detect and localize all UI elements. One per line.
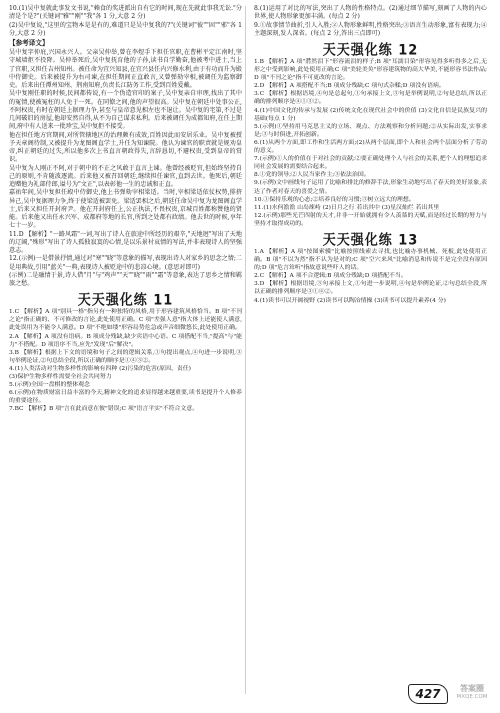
reference-translation-heading: 【参考译文】 (9, 39, 49, 47)
answers-11-12: 11.D 【解析】"一路风霜"一词,写出了诗人在旅途中所经历的艰辛,"天地迥"写出了天地的辽阔,"殊形"写出了诗人孤独寂寞的心情,是以乐景衬哀情的写法,并非表现诗人的坚强意志。 12.(示例)一是借景抒情,通过对"寒""晓"等意象的描写,表现出诗人对家乡的思念之情;二是用典故,引用"蓝关"一典,表现诗人被贬途中的悲凉心境。(意思对即可) (示例)二是融情于景,诗人借"月"与"鸡声""天""晓""雨""霜"等意象,表达了思乡之情和羁旅之愁。 (9, 230, 242, 287)
translation-paragraph-3: 他在担任地方官期间,对所管辖地区的治理颇有成效,百姓因此而安居乐业。吴中复被授予天章阁待制,又被提升为龙图阁直学士,升任为知谏院。他认为谏官的职责就是规劝皇帝,纠正朝廷的过失,所以他多次上书直言朝政得失,言辞恳切,不避权贵,受到皇帝的赏识。 (9, 131, 242, 164)
translation-paragraph-5: 嘉祐年间,吴中复担任殿中侍御史,他上书弹劾宰相梁适。当时,宰相梁适依仗权势,排挤异己,吴中复据理力争,终于使梁适被罢免。梁适罢相之后,朝廷任命吴中复为龙图阁直学士,后来又担任开封府尹。他在开封府任上,公正执法,不畏权贵,京城百姓都称赞他的贤能。后来他又出任永兴军、成都府等地的长官,所到之处都有政绩。他去世的时候,享年七十一岁。 (9, 189, 242, 230)
section-title-13: 天天强化练 13 (322, 232, 419, 249)
watermark-text: 答案圈 (460, 684, 484, 693)
answer-10: 10.(1)吴中复就此事发文书说,"赖食的奖进派出自有它的时间,现在先就此事我无讼."分清是个是?"(关键词"雅""刚""我"各 1 分,大意 2 分) (2)吴中复说,"这里的宝物本是是有的,难道只是吴中复我的?"(关键词"彼""固""邪"各 1 分,大意 2 分) (9, 5, 242, 37)
translation-paragraph-2: 吴中复刚任职的时候,民间都传说,有一个伪造官印的案子,吴中复亲自审理,找出了其中的冤情,使被冤枉的人免于一死。在同僚之间,他的声望很高。吴中复在朝廷中处事公正,不阿权贵,有时在朝廷上据理力争,甚至与皇帝意见相左也不退让。吴中复的宅第,不过是几间破旧的房屋,他却安然自得,从不为自己谋求私利。后来被调任为成都知府,在任上期间,府中有人送来一批珍宝,吴中复拒不接受。 (9, 90, 242, 131)
section-12-answers-10-12: 10.①保持乐观的心态;②培养良好的习惯;③树立远大的理想。 11.(1)水何澹澹 山岛竦峙 (2)日月之行 若出其中 (3)星汉灿烂 若出其里 12.(示例)那些光芒四射的天才,并非一开始就拥有令人羡慕的天赋,而是经过长期的努力与坚持才取得成功的。 (254, 196, 487, 227)
watermark-logo (448, 684, 496, 702)
watermark-url: MXQE.COM (456, 694, 488, 700)
section-title-12: 天天强化练 12 (322, 42, 419, 59)
section-12-answers-6-9: 6.(1)从两个方面,即工作和生活两方面;(2)从两个层面,即个人和社会两个层面分析了劳动的意义。 7.(示例)①人的价值在于对社会的贡献;②要正确处理个人与社会的关系,把个人的理想追求同社会发展的需要结合起来。 8.①党的领导;②人民当家作主;③依法治国。 9.(示例)文中画线句子运用了比喻和排比的修辞手法,形象生动地写出了春天的美好景象,表达了作者对春天的喜爱之情。 (254, 139, 487, 195)
column-divider (245, 6, 246, 694)
page-number: 427 (408, 684, 448, 704)
translation-paragraph-4: 吴中复为人刚正不阿,对于朝中的不正之风敢于直言上谏。他曾经被贬官,但始终坚持自己的原则,不肯随波逐流。后来他又被召回朝廷,继续担任谏官,直到去世。他死后,朝廷追赠他为礼部侍郎,谥号为"文正",以表彰他一生的忠诚和正直。 (9, 164, 242, 188)
section-12-answers-1-5: 1.B 【解析】A 项"潸然泪下"形容流泪的样子;B 项"耳濡目染"形容见得多听得多之后,无形之中受到影响,此处使用正确;C 项"美轮美奂"形容建筑物的高大华美,不能形容书法作品;D 项"不刊之论"指不可更改的言论。 2.D 【解析】A 项搭配不当;B 项成分残缺;C 项句式杂糅;D 项没有语病。 3.C 【解析】根据语境,④句是总起句,①句承接上文,③句是举例说明,②句是总结,所以正确的排列顺序是④①③②。 4.(1)中国文化的传承与发展 (2)传统文化在现代社会中的价值 (3)文化自信是民族复兴的基础(每点 1 分) 5.(示例)①坚持用马克思主义的立场、观点、方法观察和分析问题;②从实际出发,实事求是;③与时俱进,开拓创新。 (254, 59, 487, 138)
left-column (9, 5, 242, 413)
section-title-11: 天天强化练 11 (77, 292, 174, 309)
translation-paragraph-1: 吴中复字仲庇,兴国永兴人。父亲吴仲举,曾在李煜手下担任官职,在曹彬平定江南时,坚守城墙拒不投降。吴仲举死后,吴中复抚育他的子孙,读书自学勤奋,他被考中进士,当上了官职,又担任吉州知州。被任命为宜兴知县,在宜兴县任内兴修水利,由于有功而升为殿中侍御史。后来被提升为右司谏,在担任期间正直敢言,又曾弹劾宰相,被调任为监察御史。后来出任潭州知州、荆南知府,负责长江防务工作,受到百姓爱戴。 (9, 49, 242, 89)
right-column (254, 5, 487, 305)
answers-8-9: 8.(1)运用了对比的写法,突出了人物的性格特点。(2)通过细节描写,刻画了人物的内心世界,使人物形象更加丰满。(每点 2 分) 9.①故事情节曲折,引人入胜;②人物形象鲜明,性格突出;③语言生动形象,富有表现力;④主题深刻,发人深省。(每点 2 分,答出三点即可) (254, 5, 487, 37)
section-13-answers: 1.A 【解析】A 项"按图索骥"比喻按照线索去寻找,也比喻办事机械、死板,此处使用正确。B 项"不以为然"指不认为是对的;C 项"空穴来风"比喻消息和传说不是完全没有原因的;D 项"危言耸听"指故意说些吓人的话。 2.C 【解析】A 项不合逻辑;B 项成分残缺;D 项搭配不当。 3.D 【解析】根据语境,③句承接上文,①句进一步说明,④句是举例论证,②句总结全段,所以正确的排列顺序是③①④②。 4.(1)读书可以开阔视野 (2)读书可以陶冶情操 (3)读书可以提升素养(4 分) (254, 248, 487, 304)
section-11-answers: 1.C 【解析】A 项"别具一格"指另有一种独特的风格,用于形容建筑风格恰当。B 项"不刊之论"指正确的、不可修改的言论,此处使用正确。C 项"差强人意"指大体上还能使人满意,此处误用为不能令人满意。D 项"不绝如缕"形容局势危急或声音细微悠长,此处使用正确。 2.A 【解析】A 项没有语病。B 项成分残缺,缺少宾语中心语。C 项搭配不当,"提高"与"能力"不搭配。D 项语序不当,应先"发现"后"解决"。 3.B 【解析】根据上下文的语境和句子之间的逻辑关系,①句提出观点,④句进一步说明,③句举例论证,②句总结全段,所以正确的顺序是①④③②。 4.(1)人类活动对生物多样性的影响有四种 (2)污染的危害(原因、责任) (3)保护生物多样性需要全社会共同努力 5.(示例)全国一盘棋的整体观念 6.(示例)在物质财富日益丰富的今天,精神文化的追求显得越来越重要,读书是提升个人修养的重要途径。 7.BC 【解析】B 项"言在此而意在彼"错误;C 项"语言平实"不符合文意。 (9, 309, 242, 413)
